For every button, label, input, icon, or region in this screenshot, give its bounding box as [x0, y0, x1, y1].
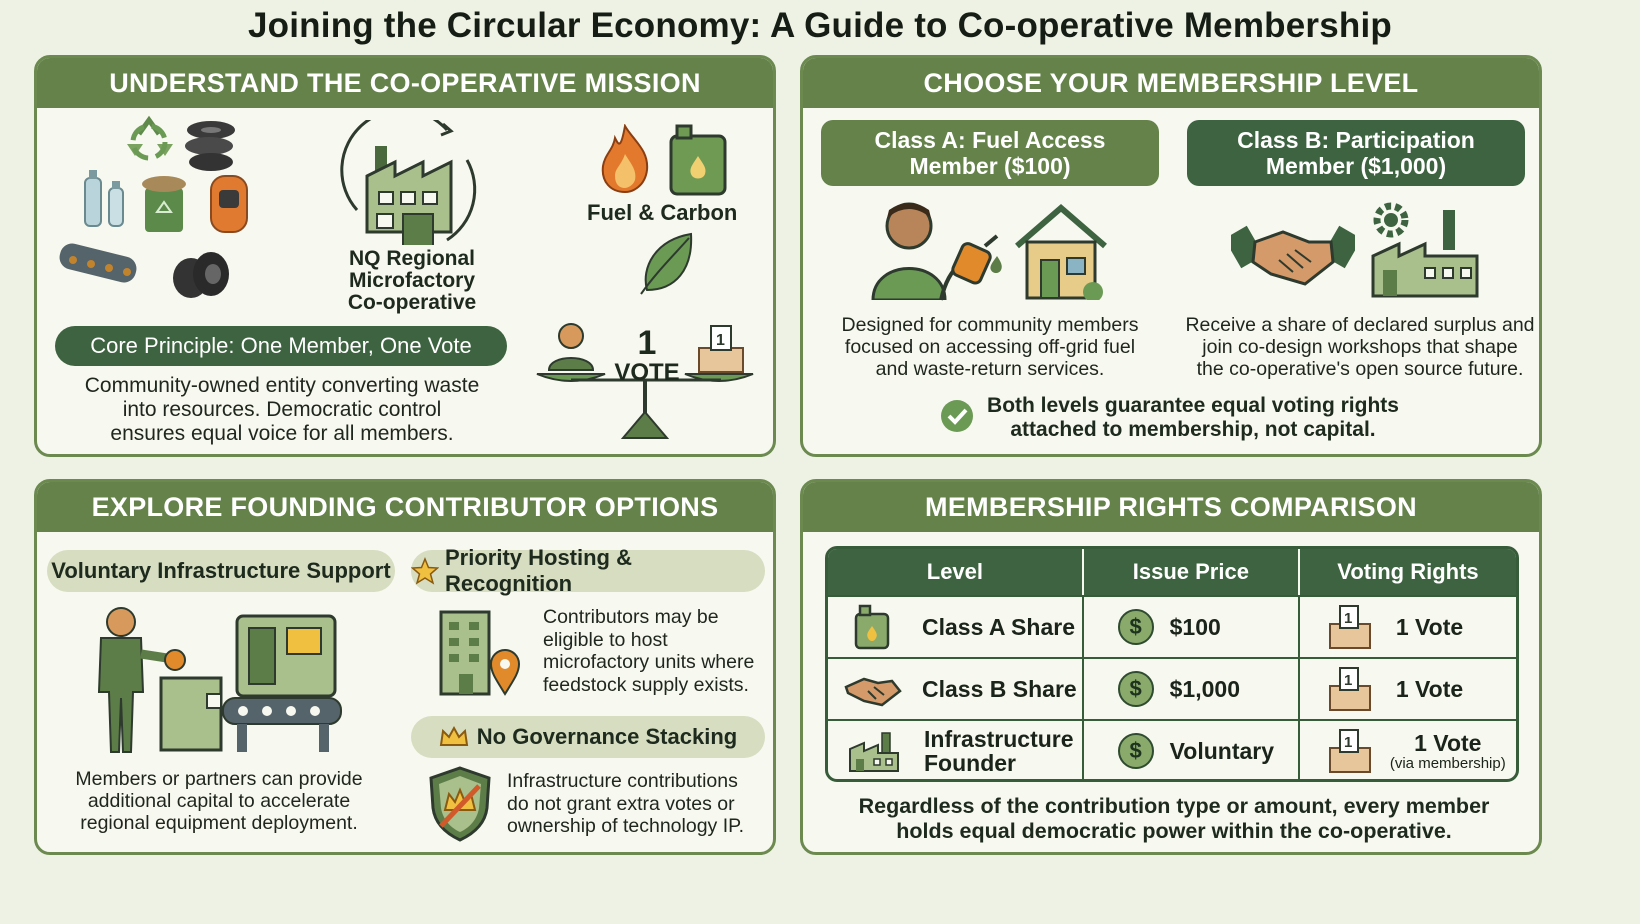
price-cell: $ $100	[1084, 597, 1300, 657]
voting-guarantee: Both levels guarantee equal voting rights attached to membership, not capital.	[987, 394, 1399, 441]
column-header-price: Issue Price	[1084, 549, 1300, 595]
coin-icon: $	[1118, 609, 1154, 645]
class-b-description: Receive a share of declared surplus and join co-design workshops that shape the co-operative's open source future.	[1185, 314, 1535, 380]
recycle-icon	[127, 120, 173, 158]
contributors-header: EXPLORE FOUNDING CONTRIBUTOR OPTIONS	[37, 482, 773, 532]
levels-header: CHOOSE YOUR MEMBERSHIP LEVEL	[803, 58, 1539, 108]
table-header-row	[828, 549, 1516, 595]
priority-description: Contributors may be eligible to host microfactory units where feedstock supply exists.	[543, 606, 755, 696]
car-seat-icon	[211, 176, 247, 232]
house-icon	[1011, 202, 1111, 300]
coin-icon: $	[1118, 733, 1154, 769]
level-cell: Infrastructure Founder	[828, 721, 1084, 781]
class-a-card[interactable]: Class A: Fuel Access Member ($100)	[821, 120, 1159, 186]
star-icon	[411, 557, 439, 585]
rights-table	[825, 546, 1519, 782]
bin-icon	[142, 176, 186, 232]
comparison-footer: Regardless of the contribution type or amount, every member holds equal democratic power within the co-operative.	[858, 794, 1490, 843]
handshake-icon	[842, 669, 904, 709]
core-principle-badge: Core Principle: One Member, One Vote	[55, 326, 507, 366]
ballot-number: 1	[1343, 672, 1353, 689]
mission-panel	[34, 55, 776, 457]
ballot-number: 1	[1343, 734, 1353, 751]
table-row	[828, 657, 1516, 719]
vote-number: 1	[637, 324, 657, 362]
building-icon	[435, 606, 525, 696]
level-cell: Class A Share	[828, 597, 1084, 657]
comparison-header: MEMBERSHIP RIGHTS COMPARISON	[803, 482, 1539, 532]
bottles-icon	[85, 170, 123, 226]
stacking-description: Infrastructure contributions do not grant extra votes or ownership of technology IP.	[507, 770, 745, 837]
gear-factory-icon	[848, 729, 900, 773]
ballot-box-icon	[699, 326, 743, 372]
contributor-options-panel	[34, 479, 776, 855]
ballot-number: 1	[1343, 610, 1353, 627]
gear-factory-icon	[1369, 200, 1481, 300]
conveyor-icon	[57, 241, 139, 285]
mission-description: Community-owned entity converting waste into resources. Democratic control ensures equal voice for all members.	[84, 374, 480, 445]
factory-icon	[337, 120, 487, 245]
page-title: Joining the Circular Economy: A Guide to Co-operative Membership	[248, 6, 1392, 45]
price-cell: $ Voluntary	[1084, 721, 1300, 781]
fuel-carbon-label: Fuel & Carbon	[587, 200, 738, 225]
voluntary-support-pill: Voluntary Infrastructure Support	[47, 550, 395, 592]
vote-cell: 1 1 Vote (via membership)	[1300, 721, 1516, 781]
tires-icon	[173, 252, 229, 298]
no-stacking-pill: No Governance Stacking	[411, 716, 765, 758]
location-pin-icon	[491, 650, 519, 694]
vote-word: VOTE	[614, 359, 680, 386]
jerrycan-icon	[667, 122, 729, 196]
table-row	[828, 595, 1516, 657]
shield-icon	[427, 766, 493, 842]
ballot-box-icon	[1328, 604, 1372, 650]
fuel-pump-icon	[931, 232, 1011, 302]
priority-hosting-pill: Priority Hosting & Recognition	[411, 550, 765, 592]
ballot-number: 1	[716, 332, 725, 349]
table-row	[828, 719, 1516, 781]
level-cell: Class B Share	[828, 659, 1084, 719]
ballot-box-icon	[1328, 666, 1372, 712]
waste-cluster-icon	[51, 110, 261, 300]
crown-icon	[439, 725, 469, 749]
membership-level-panel	[800, 55, 1542, 457]
class-a-description: Designed for community members focused on accessing off-grid fuel and waste-return services.	[841, 314, 1139, 380]
flame-icon	[597, 124, 653, 194]
price-cell: $ $1,000	[1084, 659, 1300, 719]
contributor-machine-icon	[87, 602, 347, 754]
check-icon	[939, 398, 975, 434]
vote-note: (via membership)	[1389, 754, 1506, 772]
mission-header: UNDERSTAND THE CO-OPERATIVE MISSION	[37, 58, 773, 108]
jerrycan-icon	[852, 604, 892, 650]
handshake-icon	[1231, 212, 1355, 292]
column-header-level: Level	[828, 549, 1084, 595]
vote-cell: 1 1 Vote	[1300, 659, 1516, 719]
column-header-voting: Voting Rights	[1337, 559, 1479, 584]
factory-label: NQ Regional Microfactory Co-operative	[347, 247, 477, 314]
voluntary-description: Members or partners can provide additional capital to accelerate regional equipment deployment.	[75, 768, 363, 834]
vote-badge	[607, 326, 687, 386]
coin-icon: $	[1118, 671, 1154, 707]
vote-cell: 1 1 Vote	[1300, 597, 1516, 657]
leaf-icon	[635, 230, 697, 296]
rights-comparison-panel	[800, 479, 1542, 855]
tires-icon	[185, 121, 235, 171]
person-icon	[549, 324, 593, 370]
ballot-box-icon	[1328, 728, 1372, 774]
class-b-card[interactable]: Class B: Participation Member ($1,000)	[1187, 120, 1525, 186]
